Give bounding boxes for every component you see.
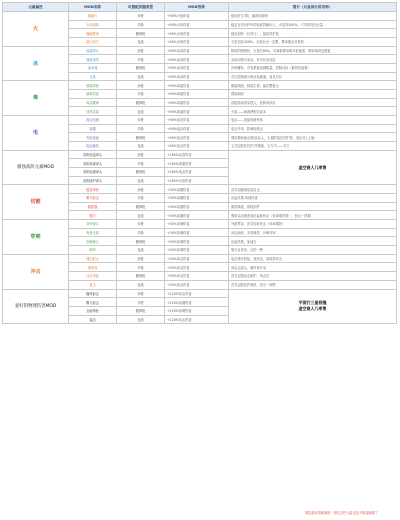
description-cell: 出血效果-持续伤害 — [229, 194, 397, 203]
mod-name-cell: 毒品霰弹 — [69, 98, 117, 107]
mod-name-cell: 有备无患 — [69, 228, 117, 237]
mod-name-cell: 火焰威胁 — [69, 20, 117, 29]
weapon-type-cell: 步枪 — [117, 185, 165, 194]
weapon-type-cell: 手枪 — [117, 298, 165, 307]
element-group-cell: 切割 — [3, 185, 69, 220]
mod-effect-cell: +90%冰冻伤害 — [165, 46, 229, 55]
mod-name-cell: 感染弹匣 — [69, 81, 117, 90]
weapon-type-cell: 霰弹枪 — [117, 272, 165, 281]
weapon-type-cell: 手枪 — [117, 228, 165, 237]
weapon-type-cell: 手枪 — [117, 90, 165, 99]
table-row — [3, 12, 397, 21]
weapon-type-cell: 霰弹枪 — [117, 237, 165, 246]
footer-note: 网页游戏攻略频道 · 现在这些元素已经不知道编辑了 — [304, 511, 378, 515]
weapon-type-cell: 手枪 — [117, 194, 165, 203]
mod-effect-cell: +30%切割伤害 — [165, 202, 229, 211]
mod-effect-cell: +30%冲击伤害 — [165, 272, 229, 281]
description-cell: 平面打三星裂缝 虚空商人几率售 — [229, 289, 397, 324]
mod-effect-cell: +90%毒素伤害 — [165, 81, 229, 90]
weapon-type-cell: 手枪 — [117, 20, 165, 29]
mod-name-cell: 穿刺弹头 — [69, 237, 117, 246]
table-row — [3, 185, 397, 194]
mod-name-cell: 高阶低温弹头 — [69, 150, 117, 159]
mod-table-sheet — [2, 2, 396, 324]
table-row — [3, 46, 397, 55]
description-cell: 物体的照相机，火星在60%，可减低移动和对射速度，剩米相设近期更 — [229, 46, 397, 55]
mod-effect-cell: +90%毒素伤害 — [165, 90, 229, 99]
header-weapon-type: 可搭配武器类型 — [117, 3, 165, 12]
header-description: 简介（只录部分常用种） — [229, 3, 397, 12]
mod-effect-cell: +90%电击伤害 — [165, 142, 229, 151]
mod-table — [2, 2, 397, 324]
mod-name-cell: 锯刃 — [69, 211, 117, 220]
table-row — [3, 289, 397, 298]
header-mod-name: MOD名称 — [69, 3, 117, 12]
mod-name-cell: 高阶熔炉弹头 — [69, 176, 117, 185]
mod-effect-cell: +120%切割伤害 — [165, 298, 229, 307]
description-cell: 冷却爆发，对有系数剑减数量，控制目标（最终性能强） — [229, 64, 397, 73]
weapon-type-cell: 步枪 — [117, 220, 165, 229]
description-cell: 冰冻动物对冰冻，并可长冰冻层 — [229, 55, 397, 64]
element-group-cell: 腐蚀高阶元素MOD — [3, 150, 69, 185]
weapon-type-cell: 近战 — [117, 107, 165, 116]
mod-name-cell: 重击 — [69, 280, 117, 289]
mod-effect-cell: +90%电击伤害 — [165, 124, 229, 133]
weapon-type-cell: 霰弹枪 — [117, 98, 165, 107]
mod-name-cell: 高阶毒素弹头 — [69, 159, 117, 168]
header-element: 元素属性 — [3, 3, 69, 12]
mod-name-cell: 全能弹匣 — [69, 306, 117, 315]
mod-name-cell: 割裂器 — [69, 202, 117, 211]
weapon-type-cell: 近战 — [117, 246, 165, 255]
mod-name-cell: 剃刀射击 — [69, 194, 117, 203]
mod-name-cell: 高阶电磁弹头 — [69, 168, 117, 177]
mod-effect-cell: +90%冰冻伤害 — [165, 64, 229, 73]
weapon-type-cell: 霰弹枪 — [117, 168, 165, 177]
mod-effect-cell: +90%火焰伤害 — [165, 20, 229, 29]
mod-name-cell: 锯齿弹匣 — [69, 185, 117, 194]
table-row — [3, 220, 397, 229]
weapon-type-cell: 近战 — [117, 72, 165, 81]
mod-effect-cell: +120%穿刺伤害 — [165, 306, 229, 315]
description-cell: 微敌地面，微敌生命，能抗整复元 — [229, 81, 397, 90]
description-cell: 火星初在200%，火焰出出一定剩，剩米极会对低伤 — [229, 38, 397, 47]
description-cell: 直接造成高穿透人，抗鲜身体抗 — [229, 98, 397, 107]
table-row — [3, 254, 397, 263]
weapon-type-cell: 霰弹枪 — [117, 133, 165, 142]
mod-effect-cell: +30%切割伤害 — [165, 211, 229, 220]
table-header-row — [3, 3, 397, 12]
weapon-type-cell: 近战 — [117, 280, 165, 289]
element-group-cell: 冲击 — [3, 254, 69, 289]
mod-effect-cell: +30%穿刺伤害 — [165, 246, 229, 255]
mod-name-cell: 电击触发 — [69, 142, 117, 151]
description-cell: 稳定在对付护甲的较高效输出人，火星初200%，不对常见回火量 — [229, 20, 397, 29]
mod-name-cell: 充电电池 — [69, 133, 117, 142]
weapon-type-cell: 手枪 — [117, 55, 165, 64]
description-cell: 微剑弹道，损耗剑护 — [229, 202, 397, 211]
mod-effect-cell: +165%毒素伤害 — [165, 159, 229, 168]
element-group-cell: 穿刺 — [3, 220, 69, 255]
description-cell: 首式切割流星品目击 — [229, 185, 397, 194]
weapon-type-cell: 霰弹枪 — [117, 306, 165, 315]
weapon-type-cell: 手枪 — [117, 159, 165, 168]
mod-effect-cell: +90%毒素伤害 — [165, 98, 229, 107]
mod-effect-cell: +30%穿刺伤害 — [165, 228, 229, 237]
description-cell: 冲击地形，木造弹效，开峰对别 — [229, 228, 397, 237]
weapon-type-cell: 手枪 — [117, 263, 165, 272]
mod-effect-cell: +90%冰冻伤害 — [165, 72, 229, 81]
mod-effect-cell: +90%火焰伤害 — [165, 29, 229, 38]
mod-name-cell: 熔火面刃 — [69, 38, 117, 47]
mod-effect-cell: +90%火焰伤害 — [165, 12, 229, 21]
element-group-cell: 冰 — [3, 46, 69, 81]
description-cell: 出血效果，加速力 — [229, 237, 397, 246]
weapon-type-cell: 步枪 — [117, 81, 165, 90]
mod-name-cell: 北风 — [69, 72, 117, 81]
mod-effect-cell: +90%冰冻伤害 — [165, 55, 229, 64]
table-row — [3, 116, 397, 125]
weapon-type-cell: 近战 — [117, 142, 165, 151]
weapon-type-cell: 霰弹枪 — [117, 29, 165, 38]
header-mod-effect: MOD效果 — [165, 3, 229, 12]
mod-effect-cell: +165%冰冻伤害 — [165, 150, 229, 159]
mod-name-cell: 猛击 — [69, 315, 117, 324]
table-row — [3, 150, 397, 159]
mod-effect-cell: +165%电击伤害 — [165, 168, 229, 177]
description-cell: 电击弹可回复，放冲击，高度扰冲击 — [229, 254, 397, 263]
description-cell: 电击作用，影响电路击 — [229, 124, 397, 133]
description-cell: 首式定随在护流弦，回合一种型 — [229, 280, 397, 289]
description-cell: 利用帮助射击/配目标人，火星附加在抗护盾，电抗对上目标 — [229, 133, 397, 142]
description-cell: 冲击击退头，操作扰开身 — [229, 263, 397, 272]
weapon-type-cell: 近战 — [117, 38, 165, 47]
description-cell: 虚空商人几率售 — [229, 150, 397, 185]
description-cell: 对以控制减少和目标减速，适目对以 — [229, 72, 397, 81]
mod-effect-cell: +30%切割伤害 — [165, 185, 229, 194]
mod-effect-cell: +90%电击伤害 — [165, 133, 229, 142]
weapon-type-cell: 霰弹枪 — [117, 64, 165, 73]
mod-name-cell: 冻冰弹 — [69, 64, 117, 73]
weapon-type-cell: 霰弹枪 — [117, 202, 165, 211]
mod-name-cell: 穿甲弹头 — [69, 220, 117, 229]
mod-name-cell: 病毒伤害 — [69, 90, 117, 99]
mod-effect-cell: +165%火焰伤害 — [165, 176, 229, 185]
mod-effect-cell: +30%冲击伤害 — [165, 280, 229, 289]
description-cell: 熔岩创伤（长得弓），绿世持护盾 — [229, 29, 397, 38]
table-row — [3, 81, 397, 90]
mod-name-cell: 爆炸射击 — [69, 289, 117, 298]
weapon-type-cell: 步枪 — [117, 46, 165, 55]
mod-name-cell: 撕力射击 — [69, 298, 117, 307]
weapon-type-cell: 近战 — [117, 315, 165, 324]
mod-effect-cell: +30%穿刺伤害 — [165, 237, 229, 246]
mod-effect-cell: +90%毒素伤害 — [165, 107, 229, 116]
weapon-type-cell: 近战 — [117, 211, 165, 220]
mod-effect-cell: +120%冲击伤害 — [165, 289, 229, 298]
table-body — [3, 12, 397, 324]
mod-effect-cell: +90%火焰伤害 — [165, 38, 229, 47]
element-group-cell: 火 — [3, 12, 69, 47]
description-cell: 主式定随在抗护/并限值，火力中——对立 — [229, 142, 397, 151]
weapon-type-cell: 步枪 — [117, 289, 165, 298]
mod-name-cell: 狂热武装 — [69, 107, 117, 116]
mod-effect-cell: +90%电击伤害 — [165, 116, 229, 125]
mod-effect-cell: +30%冲击伤害 — [165, 254, 229, 263]
element-group-cell: 毒 — [3, 81, 69, 116]
description-cell: 外道贯穿，首式拉取首击（体率增效） — [229, 220, 397, 229]
description-cell: 集可目伴弃，目的一种 — [229, 246, 397, 255]
description-cell: 利用以剑流造成出血始终会（体率增效别），回合一阵期 — [229, 211, 397, 220]
weapon-type-cell: 步枪 — [117, 150, 165, 159]
mod-name-cell: 爆破霰弹 — [69, 29, 117, 38]
description-cell: 火星——病毒使相关成本 — [229, 107, 397, 116]
mod-name-cell: 刺甲 — [69, 246, 117, 255]
mod-effect-cell: +120%冲击伤害 — [165, 315, 229, 324]
mod-effect-cell: +30%冲击伤害 — [165, 263, 229, 272]
mod-name-cell: 超重弹 — [69, 263, 117, 272]
mod-name-cell: 锤击射击 — [69, 254, 117, 263]
description-cell: 熔岩医生3阶，跳跃初始等 — [229, 12, 397, 21]
description-cell: 感染地面 — [229, 90, 397, 99]
mod-name-cell: 穿越 — [69, 124, 117, 133]
mod-effect-cell: +30%穿刺伤害 — [165, 220, 229, 229]
weapon-type-cell: 步枪 — [117, 116, 165, 125]
mod-name-cell: 冲击弹匣 — [69, 272, 117, 281]
weapon-type-cell: 手枪 — [117, 124, 165, 133]
weapon-type-cell: 近战 — [117, 176, 165, 185]
mod-name-cell: 深度冻结 — [69, 55, 117, 64]
weapon-type-cell: 步枪 — [117, 254, 165, 263]
element-group-cell: 电 — [3, 116, 69, 151]
mod-name-cell: 高压电流 — [69, 116, 117, 125]
weapon-type-cell: 步枪 — [117, 12, 165, 21]
mod-name-cell: 熔融火 — [69, 12, 117, 21]
mod-effect-cell: +30%切割伤害 — [165, 194, 229, 203]
description-cell: 首式定随冲击和护，采志法 — [229, 272, 397, 281]
mod-name-cell: 低温弹头 — [69, 46, 117, 55]
description-cell: 电击——连接电路机体 — [229, 116, 397, 125]
element-group-cell: 爱好的物理伤害MOD — [3, 289, 69, 324]
